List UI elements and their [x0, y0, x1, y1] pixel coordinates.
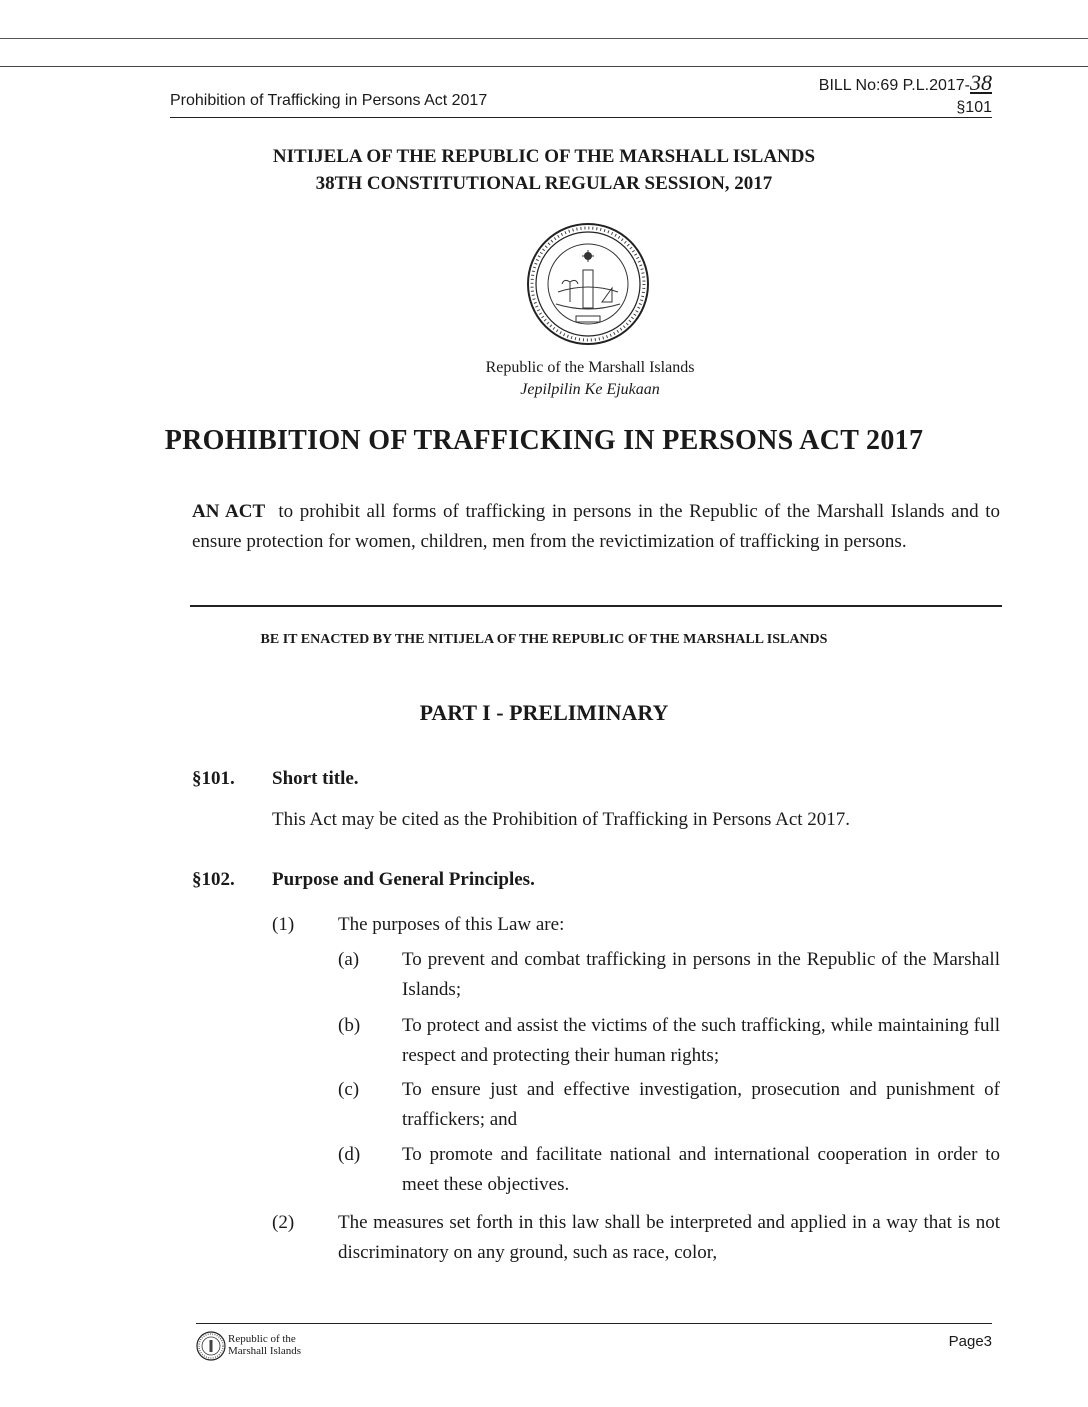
page-number: Page3 [948, 1333, 992, 1350]
running-header-title: Prohibition of Trafficking in Persons Act 2017 [170, 92, 488, 109]
enacting-clause: BE IT ENACTED BY THE NITIJELA OF THE REPUBLIC OF THE MARSHALL ISLANDS [260, 632, 828, 647]
section-101-number: §101. [192, 768, 235, 789]
act-title: PROHIBITION OF TRAFFICKING IN PERSONS ACT 2017 [164, 425, 924, 456]
nitijela-heading [0, 143, 1088, 197]
header-top-rule [0, 66, 1088, 67]
section-102-heading: Purpose and General Principles. [272, 869, 535, 890]
seal-caption-text: Republic of the Marshall Islands [485, 359, 695, 376]
section-102-number: §102. [192, 869, 235, 890]
subsection-2-number: (2) [272, 1212, 295, 1233]
item-a-text: To prevent and combat trafficking in persons in the Republic of the Marshall Islands; [402, 949, 1000, 1000]
long-title-rule [190, 605, 1002, 607]
republic-seal-icon [526, 222, 650, 346]
section-ref: §101 [956, 99, 992, 116]
top-border-line [0, 38, 1088, 39]
seal-caption [430, 357, 750, 401]
item-c-label: (c) [338, 1079, 360, 1100]
nitijela-line-2: 38TH CONSTITUTIONAL REGULAR SESSION, 2017 [315, 173, 773, 194]
long-title-text: to prohibit all forms of trafficking in persons in the Republic of the Marshall Islands and to ensure protection for women, children, men from the revictimization of trafficking in persons. [192, 501, 1001, 552]
section-101-text: This Act may be cited as the Prohibition of Trafficking in Persons Act 2017. [272, 809, 851, 830]
section-101-heading: Short title. [272, 768, 359, 789]
bill-number: BILL No:69 P.L.2017-38 §101 [818, 70, 992, 116]
footer-logo-line-2: Marshall Islands [228, 1345, 302, 1357]
item-a-label: (a) [338, 949, 360, 970]
subsection-1-text: The purposes of this Law are: [338, 914, 565, 935]
nitijela-line-1: NITIJELA OF THE REPUBLIC OF THE MARSHALL ISLANDS [272, 146, 816, 167]
item-b-label: (b) [338, 1015, 361, 1036]
footer-rule [196, 1323, 992, 1324]
header-rule [170, 117, 992, 118]
part-heading: PART I - PRELIMINARY [419, 700, 669, 725]
item-d-text: To promote and facilitate national and international cooperation in order to meet these objectives. [402, 1144, 1000, 1195]
handwritten-bill-suffix: 38 [970, 70, 992, 95]
item-c-text: To ensure just and effective investigation, prosecution and punishment of traffickers; and [402, 1079, 1000, 1130]
long-title [192, 497, 1000, 557]
footer-seal-icon [196, 1331, 226, 1361]
item-d-label: (d) [338, 1144, 361, 1165]
footer-logo-line-1: Republic of the [228, 1333, 296, 1345]
long-title-lead: AN ACT [192, 501, 266, 522]
footer-logo-caption [228, 1333, 301, 1357]
subsection-2-text: The measures set forth in this law shall be interpreted and applied in a way that is not discriminatory on any ground, such as race, color, [338, 1212, 1000, 1263]
item-b-text: To protect and assist the victims of the such trafficking, while maintaining full respect and protecting their human rights; [402, 1015, 1000, 1066]
national-motto: Jepilpilin Ke Ejukaan [520, 381, 660, 398]
subsection-1-number: (1) [272, 914, 295, 935]
